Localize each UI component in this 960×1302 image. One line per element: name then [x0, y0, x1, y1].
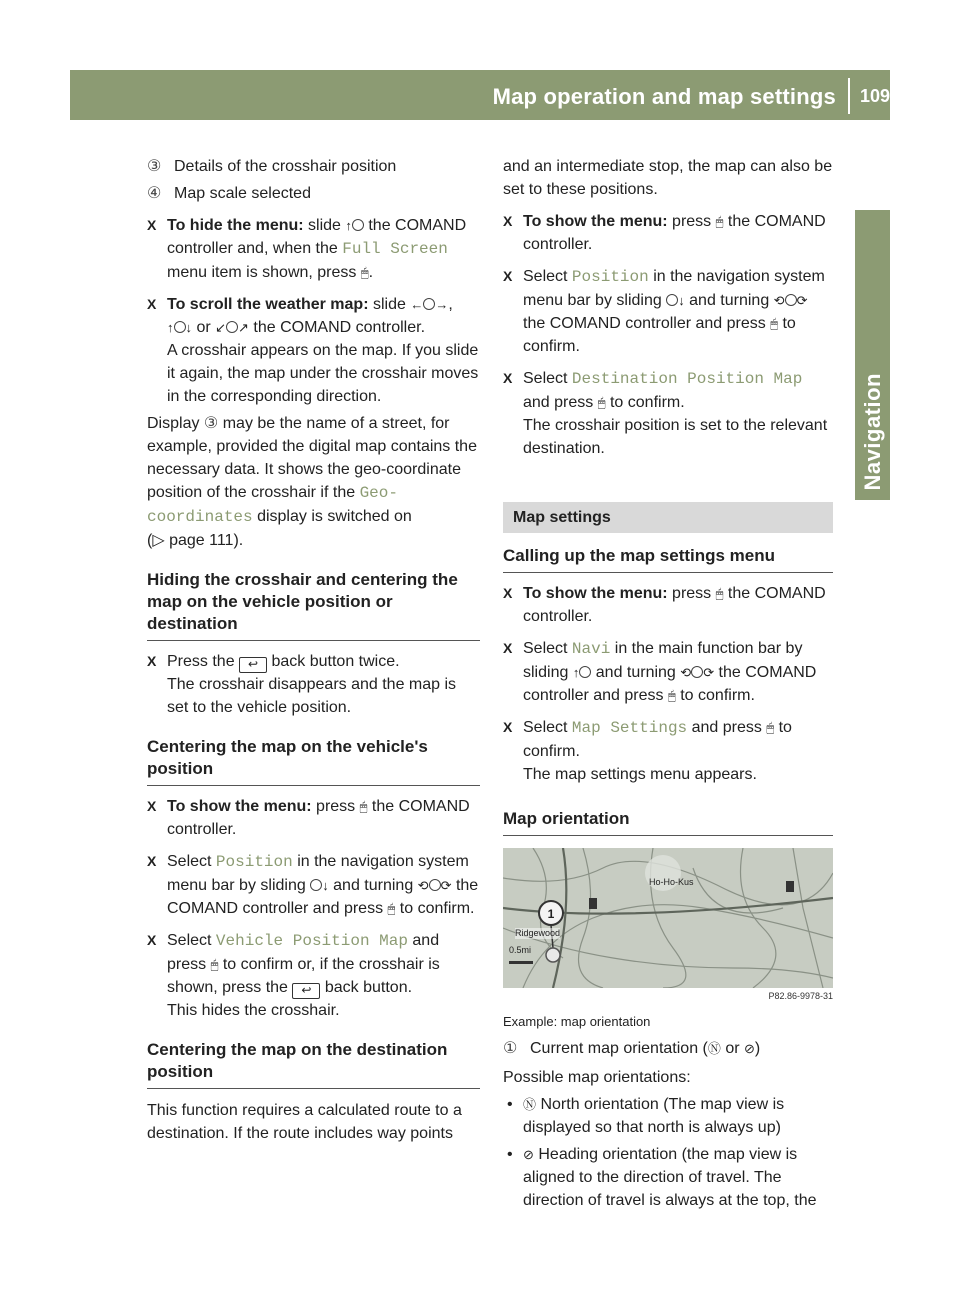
section-heading: Centering the map on the destination position	[147, 1039, 480, 1089]
press-controller-icon: 🖱	[210, 957, 219, 972]
turn-controller-icon: ⟲ ⟳	[417, 878, 452, 893]
instruction-step	[147, 795, 480, 841]
bullet-icon: •	[507, 1096, 513, 1113]
step-result: The crosshair position is set to the relevant destination.	[523, 417, 828, 457]
back-button-icon: ↩	[292, 983, 320, 999]
step-text: the COMAND controller.	[523, 585, 826, 625]
step-label: To show the menu:	[167, 798, 312, 815]
paragraph: This function requires a calculated route to a destination. If the route includes way points	[147, 1102, 462, 1142]
left-column	[147, 155, 480, 1148]
slide-down-icon: ↓	[666, 289, 685, 312]
instruction-step	[147, 929, 480, 1022]
step-label: To show the menu:	[523, 585, 668, 602]
legend-item	[503, 1037, 833, 1060]
step-marker-icon: X	[147, 217, 157, 233]
step-result: This hides the crosshair.	[167, 1002, 340, 1019]
instruction-step	[503, 367, 833, 460]
page-number: 109	[859, 85, 890, 106]
paragraph-text: Display	[147, 415, 200, 432]
step-text: the COMAND controller.	[167, 798, 470, 838]
menu-item-text: Position	[215, 853, 293, 871]
step-text: slide	[372, 296, 406, 313]
step-text: back button.	[324, 979, 413, 996]
back-button-icon: ↩	[239, 657, 267, 673]
header-separator	[848, 78, 850, 114]
map-image	[503, 848, 833, 988]
step-text: back button twice.	[271, 653, 400, 670]
step-text: the COMAND controller and press	[523, 315, 766, 332]
instruction-step	[503, 637, 833, 707]
list-item-text: Heading orientation (the map view is aligned to the direction of travel. The direction of travel is always at the top, the	[523, 1146, 817, 1209]
legend-text: Current map orientation (	[530, 1040, 708, 1057]
instruction-step	[503, 582, 833, 628]
step-result: The map settings menu appears.	[523, 766, 757, 783]
step-text: to confirm.	[399, 900, 475, 917]
bullet-icon: •	[507, 1146, 513, 1163]
callout-number: ④	[147, 185, 162, 202]
menu-item-text: Position	[571, 268, 649, 286]
press-controller-icon: 🖱	[766, 720, 775, 735]
step-text: or	[196, 319, 211, 336]
list-item	[503, 1093, 833, 1139]
section-heading: Centering the map on the vehicle's position	[147, 736, 480, 786]
legend-text: Details of the crosshair position	[174, 158, 397, 175]
step-label: To show the menu:	[523, 213, 668, 230]
turn-controller-icon: ⟲ ⟳	[773, 293, 808, 308]
menu-item-text: Map Settings	[571, 719, 688, 737]
press-controller-icon: 🖱	[359, 799, 368, 814]
page-title: Map operation and map settings	[492, 83, 836, 109]
step-text: Select	[523, 640, 568, 657]
step-marker-icon: X	[503, 370, 513, 386]
step-text: Select	[167, 853, 212, 870]
step-text: to confirm.	[523, 315, 796, 355]
step-marker-icon: X	[147, 653, 157, 669]
list-item-text: North orientation (The map view is displayed so that north is always up)	[523, 1096, 785, 1136]
menu-item-text: Geo-coordinates	[147, 484, 398, 526]
section-band: Map settings	[503, 502, 833, 533]
section-heading: Map orientation	[503, 808, 833, 836]
heading-icon: ⊘	[523, 1147, 534, 1162]
step-text: Select	[523, 719, 568, 736]
slide-down-icon: ↓	[310, 874, 329, 897]
press-controller-icon: 🖱	[597, 395, 606, 410]
instruction-step: X To scroll the weather map: slide ← →, ↑ ↓ or ↙ ↗ the COMAND controller. A crosshair appears on the map. If you slide it again, the map under the crosshair moves in the corresponding direction.	[147, 293, 480, 408]
step-marker-icon: X	[503, 213, 513, 229]
paragraph	[147, 412, 480, 552]
step-result: A crosshair appears on the map. If you slide it again, the map under the crosshair moves in the corresponding direction.	[167, 342, 479, 405]
step-marker-icon: X	[503, 640, 513, 656]
slide-up-icon: ↑	[573, 661, 592, 684]
slide-left-right-icon: ← →	[410, 297, 449, 312]
paragraph: Possible map orientations:	[503, 1069, 691, 1086]
step-text: in the main function bar by sliding	[523, 640, 803, 681]
step-text: to confirm.	[680, 687, 755, 704]
press-controller-icon: 🖱	[387, 901, 396, 916]
step-text: the COMAND controller and press	[167, 877, 479, 917]
step-text: Select	[523, 268, 568, 285]
step-text: press	[316, 798, 356, 815]
legend-text: )	[754, 1040, 761, 1057]
step-marker-icon: X	[147, 798, 157, 814]
figure-caption: Example: map orientation	[503, 1014, 651, 1029]
step-text: Select	[167, 932, 212, 949]
legend-item	[147, 182, 480, 205]
callout-number: ①	[503, 1040, 518, 1057]
step-text: press	[672, 213, 712, 230]
slide-up-icon: ↑	[345, 214, 364, 237]
step-text: menu item is shown, press	[167, 264, 357, 281]
instruction-step	[503, 210, 833, 256]
press-controller-icon: 🖱	[715, 214, 724, 229]
heading-icon: ⊘	[744, 1041, 755, 1056]
paragraph: and an intermediate stop, the map can also be set to these positions.	[503, 158, 833, 198]
map-scale: 0.5mi	[509, 945, 532, 955]
menu-item-text: Destination Position Map	[571, 370, 803, 388]
step-label: To scroll the weather map:	[167, 296, 369, 313]
page-reference: (▷ page 111).	[147, 532, 244, 549]
map-label: Ridgewood	[515, 928, 561, 938]
step-marker-icon: X	[503, 719, 513, 735]
step-text: and turning	[689, 292, 770, 309]
step-text: in the navigation system menu bar by sliding	[167, 853, 469, 894]
step-text: and press	[523, 394, 594, 411]
step-text: the COMAND controller.	[523, 213, 826, 253]
step-text: Select	[523, 370, 568, 387]
map-drawing	[503, 848, 833, 988]
map-label: Ho-Ho-Kus	[649, 877, 694, 887]
right-column	[503, 155, 833, 1212]
step-result: The crosshair disappears and the map is set to the vehicle position.	[167, 676, 457, 716]
step-text: in the navigation system menu bar by sliding	[523, 268, 825, 309]
slide-diagonal-icon: ↙ ↗	[215, 320, 249, 335]
menu-item-text: Vehicle Position Map	[215, 932, 408, 950]
instruction-step	[503, 716, 833, 786]
instruction-step	[503, 265, 833, 358]
legend-item	[147, 155, 480, 178]
step-text: Press the	[167, 653, 235, 670]
list-item	[503, 1143, 833, 1212]
step-marker-icon: X	[147, 932, 157, 948]
figure-code: P82.86-9978-31	[768, 991, 833, 1001]
step-text: press	[672, 585, 712, 602]
instruction-step	[147, 650, 480, 719]
step-marker-icon: X	[147, 296, 157, 312]
step-text: and press	[691, 719, 762, 736]
slide-up-down-icon: ↑ ↓	[167, 320, 192, 335]
step-marker-icon: X	[503, 268, 513, 284]
paragraph-text: display is switched on	[257, 508, 412, 525]
step-text: and press	[167, 932, 440, 973]
step-text: to confirm or, if the crosshair is shown, press the	[167, 956, 440, 996]
side-tab-label	[855, 210, 890, 500]
step-text: to confirm.	[609, 394, 685, 411]
callout-number: ③	[203, 415, 219, 432]
svg-text:1: 1	[547, 907, 555, 921]
step-text: the COMAND controller.	[253, 319, 426, 336]
turn-controller-icon: ⟲ ⟳	[680, 665, 715, 680]
press-controller-icon: 🖱	[715, 586, 724, 601]
side-tab-text: Navigation	[860, 372, 885, 490]
instruction-step	[147, 850, 480, 920]
instruction-step: X To hide the menu: slide ↑ the COMAND controller and, when the Full Screen menu item is shown, press 🖱.	[147, 214, 480, 284]
section-heading: Calling up the map settings menu	[503, 545, 833, 573]
step-text: the COMAND controller and, when the	[167, 217, 467, 257]
menu-item-text: Navi	[571, 640, 611, 658]
paragraph-text: may be the name of a street, for example, provided the digital map contains the necessary data. It shows the geo-coordinate position of the crosshair if the	[147, 415, 477, 501]
step-text: and turning	[333, 877, 414, 894]
section-heading: Hiding the crosshair and centering the map on the vehicle position or destination	[147, 569, 480, 641]
step-marker-icon: X	[503, 585, 513, 601]
header	[493, 80, 890, 112]
press-controller-icon: 🖱	[770, 316, 779, 331]
step-text: the COMAND controller and press	[523, 664, 817, 704]
north-icon: Ⓝ	[523, 1097, 537, 1112]
step-marker-icon: X	[147, 853, 157, 869]
step-text: to confirm.	[523, 719, 792, 760]
step-label: To hide the menu:	[167, 217, 304, 234]
legend-text: Map scale selected	[174, 185, 311, 202]
step-text: slide	[308, 217, 341, 234]
press-controller-icon: 🖱	[360, 265, 369, 280]
legend-text: or	[725, 1040, 740, 1057]
callout-number: ③	[147, 158, 162, 175]
press-controller-icon: 🖱	[667, 688, 676, 703]
step-text: and turning	[595, 664, 676, 681]
menu-item-text: Full Screen	[342, 240, 448, 258]
north-icon: Ⓝ	[707, 1041, 721, 1056]
